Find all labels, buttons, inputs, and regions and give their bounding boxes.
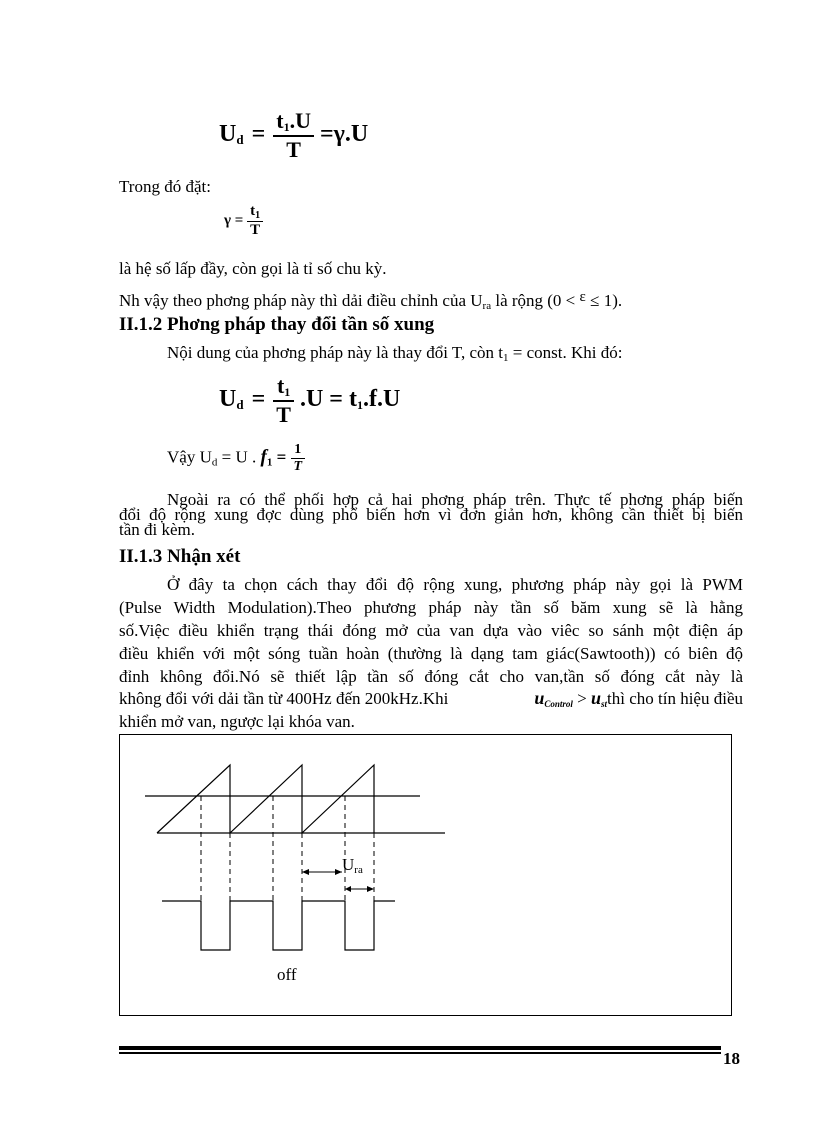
paragraph-nhan-xet-line4: điều khiển với một sóng tuần hoàn (thường là dạng tam giác(Sawtooth)) có biên độ (119, 644, 743, 663)
text-vay-ud: Vậy $U_d = U$ . $f_1$ = $\frac{1}{T}$ (167, 442, 305, 475)
text-he-so: là hệ số lấp đầy, còn gọi là tỉ số chu kỳ. (119, 259, 387, 278)
pwm-waveform-figure (119, 734, 732, 1016)
text-trong-do: Trong đó đặt: (119, 177, 211, 196)
text-noi-dung: Nội dung của phơng pháp này là thay đổi T, còn $t_1$ = const. Khi đó: (167, 343, 623, 364)
footer-rule-thin (119, 1052, 721, 1054)
equation-gamma: γ = $\frac{t_1}{T}$ (224, 203, 263, 239)
projection-lines (201, 796, 374, 901)
page-number: 18 (723, 1049, 740, 1068)
paragraph-nhan-xet-line3: số.Việc điều khiển trạng thái đóng mở của van dựa vào viêc so sánh một điện áp (119, 621, 743, 640)
text-nh-vay: Nh vậy theo phơng pháp này thì dải điều chỉnh của $U_{ra}$ là rộng (0 < ε ≤ 1). (119, 289, 623, 312)
off-label: off (277, 965, 297, 984)
paragraph-ngoai-ra-line1: Ngoài ra có thể phối hợp cả hai phơng pháp trên. Thực tế phơng pháp biến (167, 490, 743, 509)
ura-arrowhead-left (302, 869, 309, 875)
pwm-output-wave (162, 901, 395, 950)
paragraph-ngoai-ra-line3: tần đi kèm. (119, 520, 196, 539)
paragraph-nhan-xet-line6: không đổi với dải tần từ 400Hz đến 200kHz.Khi $u_{Control}$ > $u_{st}thì$ cho tín hiệu điều (119, 688, 743, 709)
sawtooth-wave (157, 765, 374, 833)
equation-duty: $U_d$ = $\frac{t_1.U}{T}$ =γ.U (219, 108, 369, 162)
paragraph-nhan-xet-line7: khiển mở van, ngược lại khóa van. (119, 712, 355, 731)
paragraph-nhan-xet-line1: Ở đây ta chọn cách thay đổi độ rộng xung, phương pháp này gọi là PWM (167, 575, 743, 594)
equation-frequency: $U_d$ = $\frac{t_1}{T}$ $.U = t_1.f.U$ (219, 373, 401, 427)
ura-width-arrowhead-left (345, 886, 351, 892)
heading-section-112: II.1.2 Phơng pháp thay đổi tần số xung (119, 314, 435, 335)
paragraph-ngoai-ra-line2: đổi độ rộng xung đợc dùng phổ biến hơn vì đơn giản hơn, không cần thiết bị biến (119, 505, 743, 524)
heading-section-113: II.1.3 Nhận xét (119, 546, 241, 567)
paragraph-nhan-xet-line5: đỉnh không đổi.Nó sẽ thiết lập tần số đóng cắt cho van,tần số đóng cắt này là (119, 667, 743, 686)
footer-rule-thick (119, 1046, 721, 1050)
ura-width-arrowhead-right (367, 886, 374, 892)
ura-label: $U_{ra}$ (342, 855, 363, 876)
paragraph-nhan-xet-line2: (Pulse Width Modulation).Theo phương pháp này tần số băm xung sẽ là hằng (119, 598, 743, 617)
ura-arrowhead-right (335, 869, 342, 875)
pwm-waveform-diagram (120, 735, 733, 1017)
